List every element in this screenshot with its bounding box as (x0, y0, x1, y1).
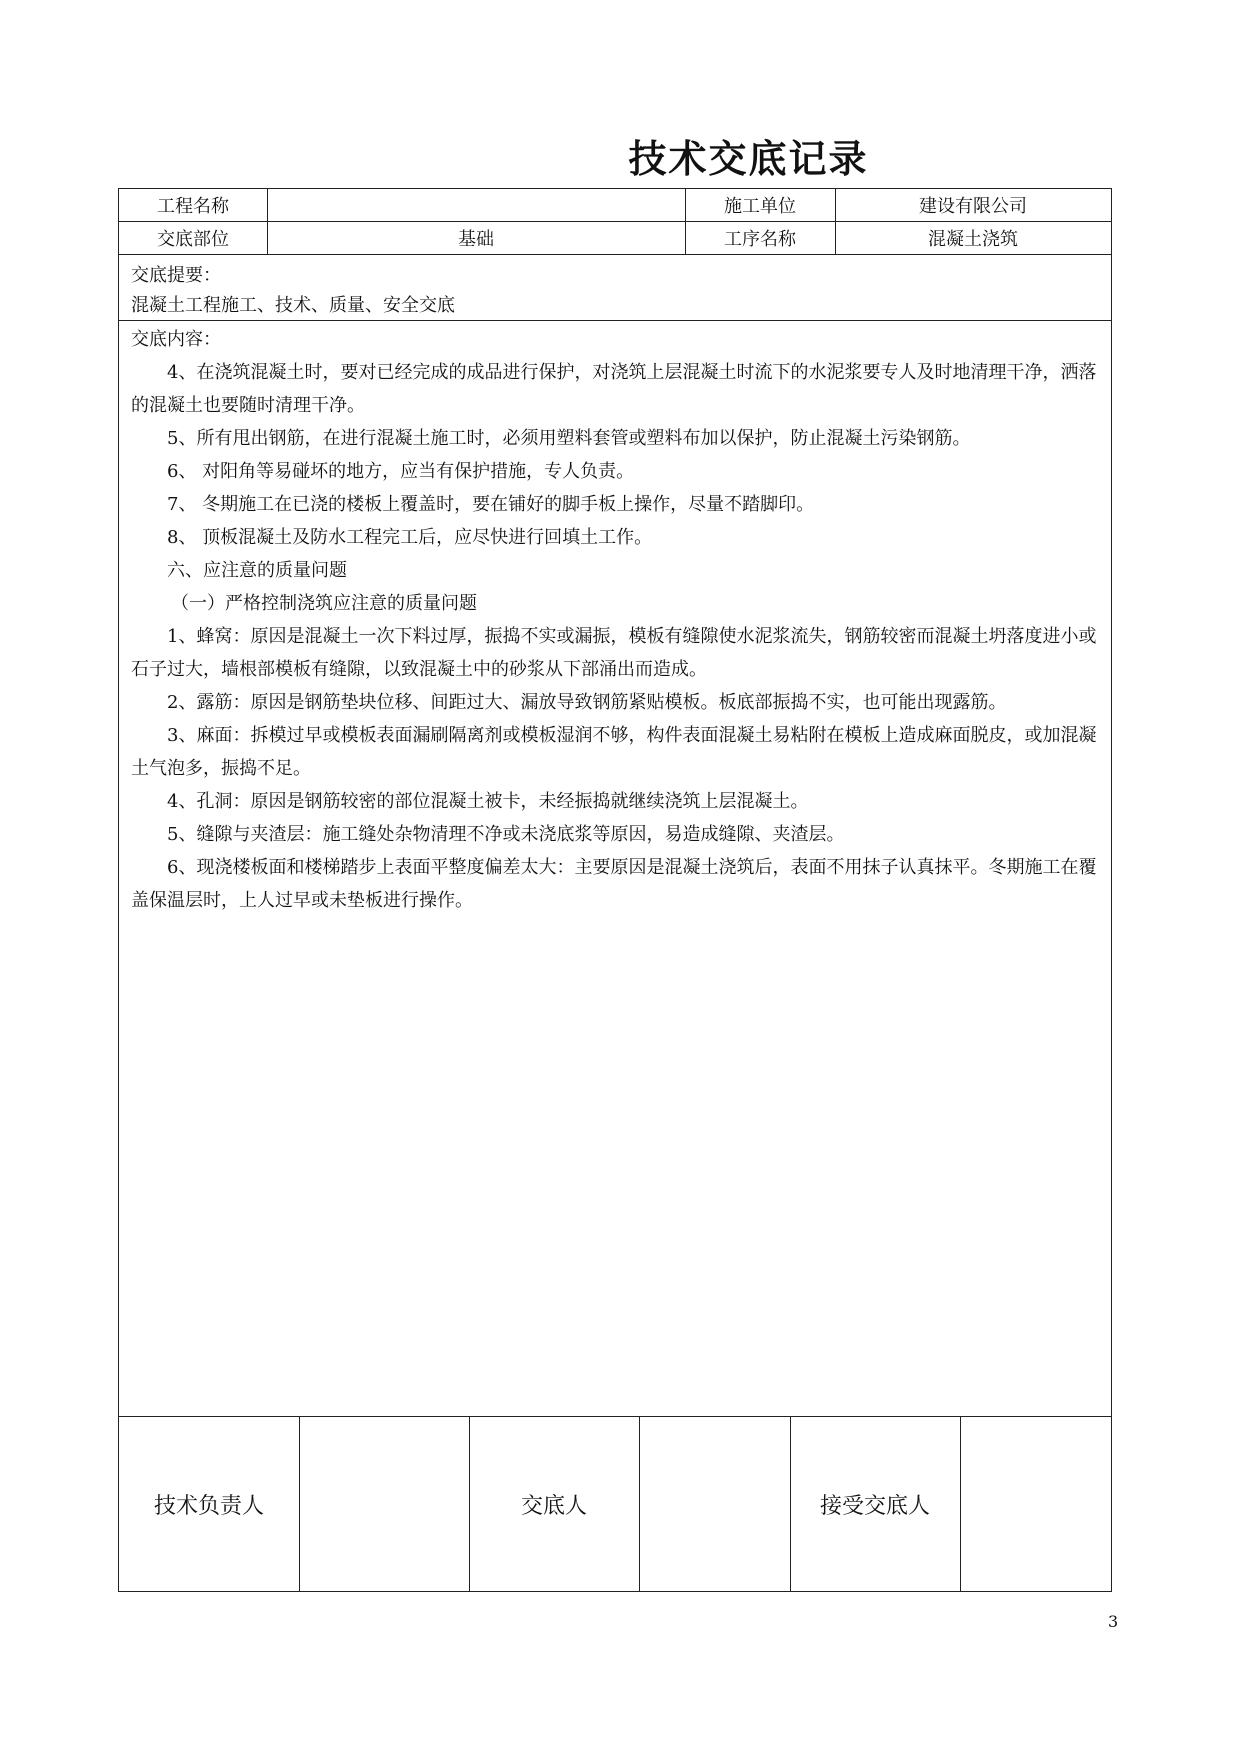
page-number: 3 (1108, 1612, 1119, 1631)
tech-lead-signature[interactable] (299, 1417, 469, 1591)
content-paragraph: 6、现浇楼板面和楼梯踏步上表面平整度偏差太大：主要原因是混凝土浇筑后，表面不用抹子认真抹平。冬期施工在覆盖保温层时，上人过早或未垫板进行操作。 (131, 857, 1097, 911)
receiver-signature[interactable] (960, 1417, 1111, 1591)
location-label: 交底部位 (157, 229, 229, 250)
header-row-2 (119, 222, 1111, 255)
header-row-1 (119, 189, 1111, 222)
summary-text[interactable]: 混凝土工程施工、技术、质量、安全交底 (131, 295, 455, 316)
content-section (119, 321, 1111, 1417)
contractor-label: 施工单位 (724, 196, 796, 217)
content-paragraph: 2、露筋：原因是钢筋垫块位移、间距过大、漏放导致钢筋紧贴模板。板底部振捣不实，也可能出现露筋。 (167, 692, 1007, 713)
document-title: 技术交底记录 (628, 136, 869, 181)
contractor-value[interactable]: 建设有限公司 (919, 196, 1027, 217)
content-paragraph: 6、 对阳角等易碰坏的地方，应当有保护措施，专人负责。 (167, 461, 635, 482)
record-form (118, 188, 1112, 1592)
presenter-signature[interactable] (639, 1417, 790, 1591)
content-paragraph: 5、所有甩出钢筋，在进行混凝土施工时，必须用塑料套管或塑料布加以保护，防止混凝土污染钢筋。 (167, 428, 971, 449)
summary-section (119, 255, 1111, 321)
tech-lead-label: 技术负责人 (153, 1493, 264, 1519)
content-paragraph: 3、麻面：拆模过早或模板表面漏刷隔离剂或模板湿润不够，构件表面混凝土易粘附在模板上造成麻面脱皮，或加混凝土气泡多，振捣不足。 (131, 725, 1097, 779)
presenter-label: 交底人 (520, 1493, 587, 1519)
subsection-heading: （一）严格控制浇筑应注意的质量问题 (171, 593, 477, 614)
content-paragraph: 1、蜂窝：原因是混凝土一次下料过厚，振捣不实或漏振，模板有缝隙使水泥浆流失，钢筋较密而混凝土坍落度进小或石子过大，墙根部模板有缝隙，以致混凝土中的砂浆从下部涌出而造成。 (131, 626, 1097, 680)
process-value[interactable]: 混凝土浇筑 (928, 229, 1018, 250)
content-paragraph: 4、在浇筑混凝土时，要对已经完成的成品进行保护，对浇筑上层混凝土时流下的水泥浆要专人及时地清理干净，洒落的混凝土也要随时清理干净。 (131, 362, 1097, 416)
project-name-label: 工程名称 (157, 196, 229, 217)
content-paragraph: 4、孔洞：原因是钢筋较密的部位混凝土被卡，未经振捣就继续浇筑上层混凝土。 (167, 791, 809, 812)
content-paragraph: 7、 冬期施工在已浇的楼板上覆盖时，要在铺好的脚手板上操作，尽量不踏脚印。 (167, 494, 815, 515)
content-paragraph: 8、 顶板混凝土及防水工程完工后，应尽快进行回填土工作。 (167, 527, 653, 548)
content-label: 交底内容： (131, 329, 221, 350)
section-heading: 六、应注意的质量问题 (167, 560, 347, 581)
content-paragraph: 5、缝隙与夹渣层：施工缝处杂物清理不净或未浇底浆等原因，易造成缝隙、夹渣层。 (167, 824, 845, 845)
signature-row (119, 1417, 1111, 1591)
summary-label: 交底提要： (131, 265, 221, 286)
process-label: 工序名称 (724, 229, 796, 250)
location-value[interactable]: 基础 (458, 229, 494, 250)
project-name-value[interactable] (267, 189, 685, 221)
receiver-label: 接受交底人 (819, 1493, 930, 1519)
